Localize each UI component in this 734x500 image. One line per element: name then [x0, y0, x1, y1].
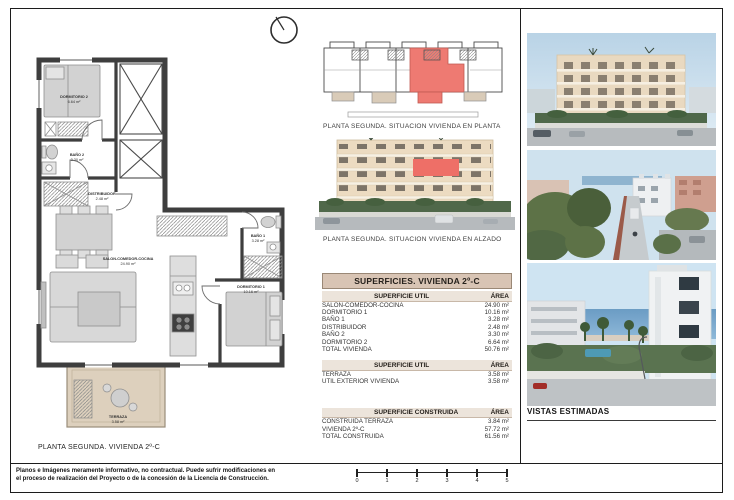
row-value: 10.16 m² [484, 308, 509, 316]
room-area-dormitorio1: 10.16 m² [243, 290, 259, 294]
room-area-bano1: 3.28 m² [251, 239, 265, 243]
situation-plan-caption: PLANTA SEGUNDA. SITUACION VIVIENDA EN PLANTA [323, 123, 501, 130]
row-value: 3.28 m² [488, 316, 509, 324]
row-value: 2.48 m² [488, 323, 509, 331]
floor-plan-drawing [30, 52, 285, 437]
row-label: DORMITORIO 2 [322, 338, 368, 346]
table-row [322, 346, 512, 353]
table-section-header [322, 291, 512, 302]
row-value: 50.76 m² [484, 345, 509, 353]
estimated-view-photo-1 [527, 33, 716, 146]
section-area-header: ÁREA [490, 361, 509, 369]
scale-tick [476, 469, 478, 477]
table-row [322, 316, 512, 323]
table-row [322, 339, 512, 346]
scale-tick [416, 469, 418, 477]
row-value: 3.84 m² [488, 418, 509, 426]
row-label: SALON-COMEDOR-COCINA [322, 301, 404, 309]
scale-number: 3 [445, 478, 449, 484]
room-label-salon: SALON-COMEDOR-COCINA [102, 257, 154, 261]
disclaimer-line-2: el proceso de realización del Proyecto o de la concesión de la Licencia de Construcción. [16, 475, 269, 482]
scale-bar-line [356, 472, 506, 473]
estimated-views-caption: VISTAS ESTIMADAS [527, 407, 610, 416]
north-indicator-icon [264, 8, 304, 55]
row-value: 24.90 m² [484, 301, 509, 309]
table-row [322, 418, 512, 425]
table-row [322, 324, 512, 331]
room-area-salon: 24.90 m² [120, 262, 136, 266]
table-row [322, 371, 512, 378]
stair-elevator-shafts [120, 64, 162, 178]
building-key-plan [318, 20, 508, 125]
table-row [322, 426, 512, 433]
table-row [322, 302, 512, 309]
row-value: 6.64 m² [488, 338, 509, 346]
table-section-header [322, 360, 512, 371]
right-column-divider [520, 8, 521, 464]
room-label-bano1: BAÑO 1 [250, 234, 266, 238]
row-label: CONSTRUIDA TERRAZA [322, 418, 394, 426]
table-section-header [322, 408, 512, 419]
row-value: 3.58 m² [488, 378, 509, 386]
building-elevation [315, 138, 515, 238]
row-label: DISTRIBUIDOR [322, 323, 367, 331]
table-row [322, 433, 512, 440]
table-section-util-exterior [322, 360, 512, 385]
room-label-dormitorio2: DORMITORIO 2 [60, 95, 88, 99]
highlighted-unit-elevation [413, 159, 459, 176]
room-area-terraza: 3.58 m² [111, 420, 125, 424]
row-label: TOTAL CONSTRUIDA [322, 432, 384, 440]
section-header-label: SUPERFICIE UTIL [374, 292, 430, 300]
table-row [322, 378, 512, 385]
scale-tick [506, 469, 508, 477]
room-label-terraza: TERRAZA [108, 415, 128, 419]
room-area-dormitorio2: 6.64 m² [67, 100, 81, 104]
scale-number: 4 [475, 478, 479, 484]
section-header-label: SUPERFICIE UTIL [374, 361, 430, 369]
scale-tick [446, 469, 448, 477]
room-area-distribuidor: 2.48 m² [95, 197, 109, 201]
section-area-header: ÁREA [490, 409, 509, 417]
scale-tick [356, 469, 358, 477]
table-section-construida [322, 408, 512, 441]
row-label: BAÑO 2 [322, 331, 345, 339]
scale-number: 5 [505, 478, 509, 484]
row-value: 57.72 m² [484, 425, 509, 433]
estimated-views-rule [527, 420, 716, 421]
row-label: DORMITORIO 1 [322, 308, 368, 316]
surfaces-table [322, 273, 512, 440]
disclaimer-text [16, 468, 336, 483]
row-label: TOTAL VIVIENDA [322, 345, 372, 353]
row-label: VIVIENDA 2º-C [322, 425, 365, 433]
room-label-distribuidor: DISTRIBUIDOR [88, 192, 116, 196]
scale-bar [352, 464, 522, 488]
section-header-label: SUPERFICIE CONSTRUIDA [374, 409, 459, 417]
estimated-view-photo-2 [527, 150, 716, 260]
row-value: 61.56 m² [484, 432, 509, 440]
row-label: BAÑO 1 [322, 316, 345, 324]
room-label-dormitorio1: DORMITORIO 1 [237, 285, 265, 289]
scale-number: 1 [385, 478, 389, 484]
disclaimer-line-1: Planos e Imágenes meramente informativo, no contractual. Puede sufrir modificaciones en [16, 468, 276, 474]
estimated-view-photo-3 [527, 263, 716, 406]
scale-number: 0 [355, 478, 359, 484]
row-label: UTIL EXTERIOR VIVIENDA [322, 378, 400, 386]
room-area-bano2: 3.30 m² [70, 158, 84, 162]
table-row [322, 331, 512, 338]
situation-elevation-caption: PLANTA SEGUNDA. SITUACION VIVIENDA EN ALZADO [323, 236, 502, 243]
floor-plan-caption: PLANTA SEGUNDA. VIVIENDA 2º-C [38, 444, 161, 451]
table-row [322, 309, 512, 316]
scale-tick [386, 469, 388, 477]
section-area-header: ÁREA [490, 292, 509, 300]
apartment-floor-plan [30, 52, 285, 442]
surfaces-table-title: SUPERFICIES. VIVIENDA 2º-C [322, 273, 512, 289]
scale-number: 2 [415, 478, 419, 484]
row-value: 3.30 m² [488, 331, 509, 339]
row-label: TERRAZA [322, 370, 351, 378]
row-value: 3.58 m² [488, 370, 509, 378]
room-label-bano2: BAÑO 2 [69, 153, 85, 157]
table-section-util [322, 291, 512, 353]
